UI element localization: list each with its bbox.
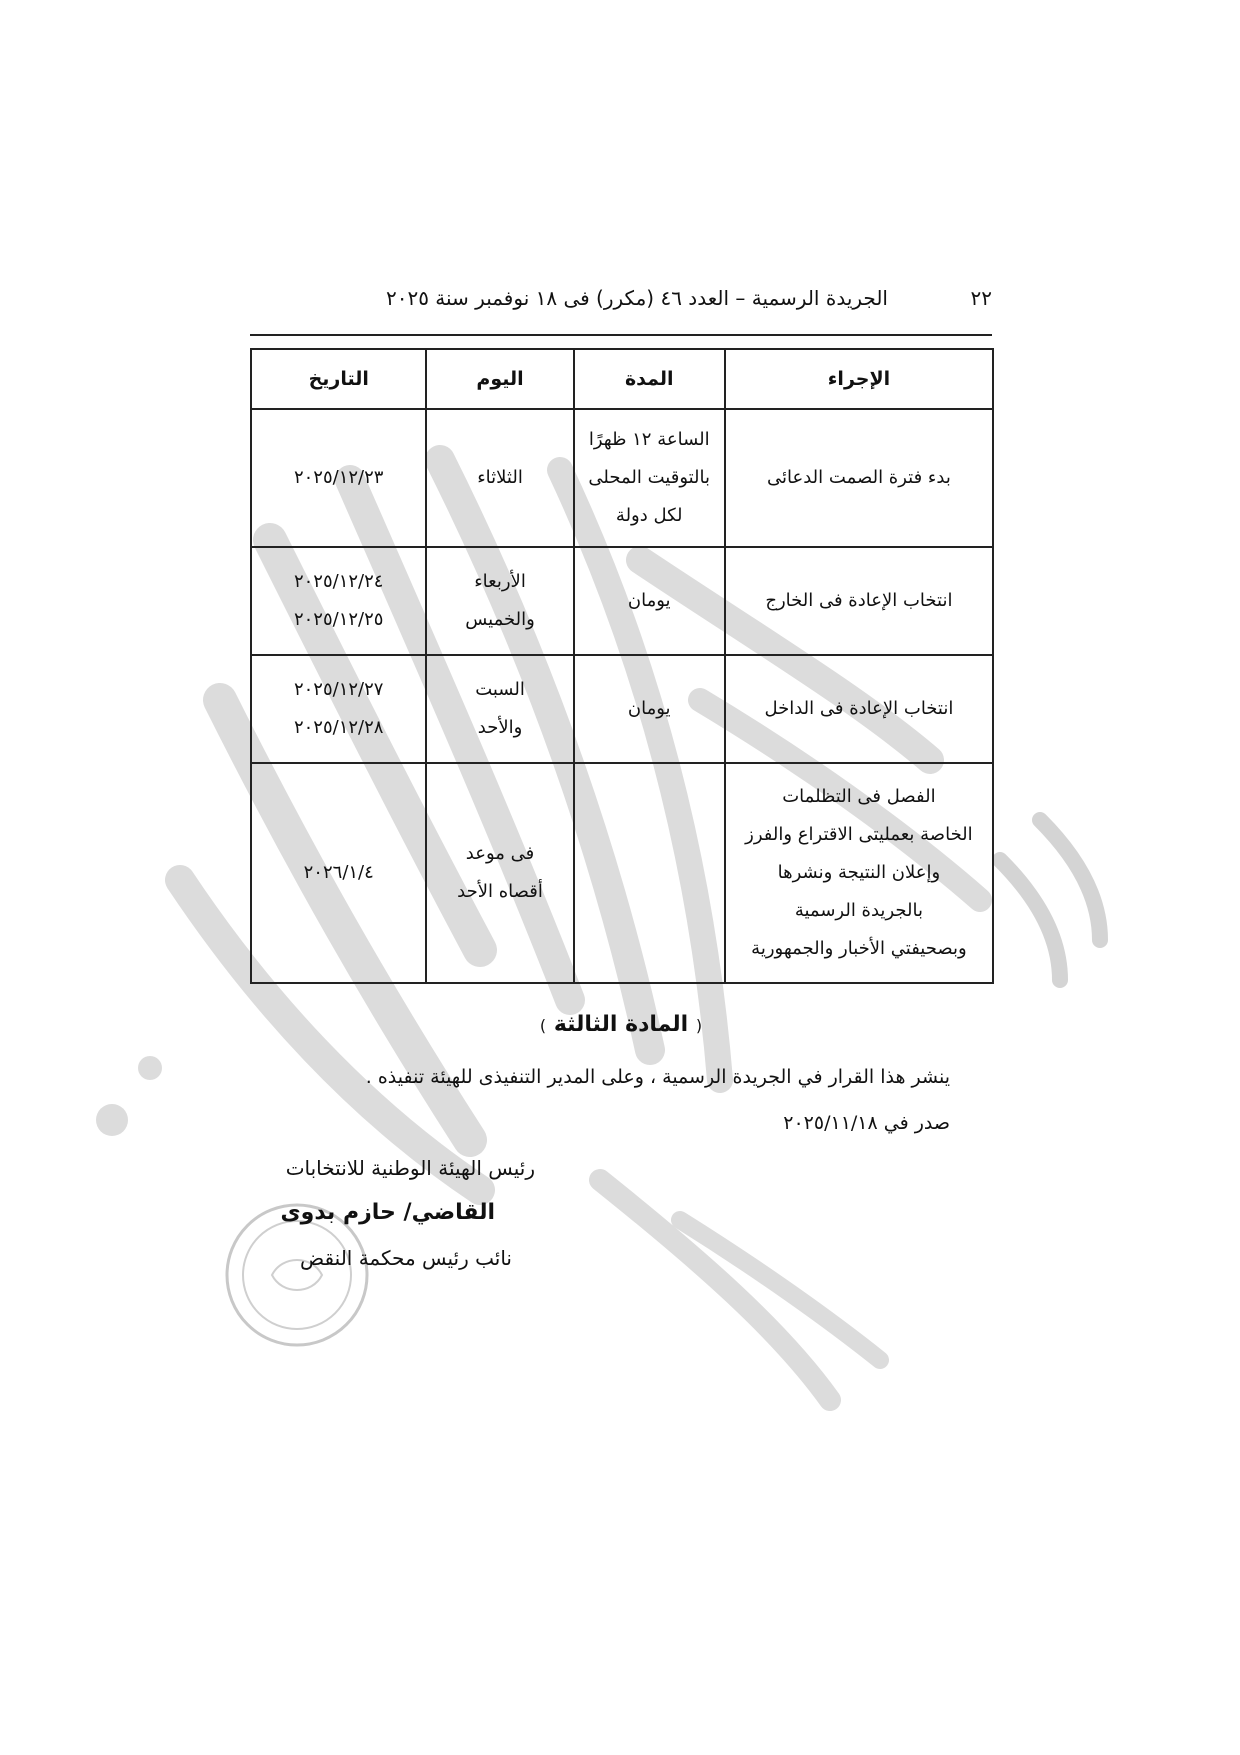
signature-role: نائب رئيس محكمة النقض xyxy=(300,1246,512,1270)
cell-day xyxy=(426,547,573,655)
cell-line: بالجريدة الرسمية xyxy=(794,900,923,921)
cell-line: انتخاب الإعادة فى الخارج xyxy=(765,590,953,611)
cell-line: الثلاثاء xyxy=(477,467,523,488)
cell-line: ٢٠٢٥/١٢/٢٧ xyxy=(293,679,384,700)
publish-clause: ينشر هذا القرار في الجريدة الرسمية ، وعلى المدير التنفيذى للهيئة تنفيذه . xyxy=(365,1066,950,1088)
table-row xyxy=(251,655,993,763)
cell-line: وبصحيفتي الأخبار والجمهورية xyxy=(751,938,967,959)
table-row xyxy=(251,409,993,547)
cell-line: ٢٠٢٦/١/٤ xyxy=(303,862,374,883)
cell-procedure xyxy=(725,409,993,547)
cell-line: الخاصة بعمليتى الاقتراع والفرز xyxy=(745,824,973,845)
cell-line: يومان xyxy=(627,590,671,611)
cell-date xyxy=(251,655,426,763)
article-paren-open: ( xyxy=(695,1016,703,1035)
header-divider xyxy=(250,334,992,336)
cell-line: ٢٠٢٥/١٢/٢٤ xyxy=(293,571,384,592)
cell-line: الفصل فى التظلمات xyxy=(782,786,936,807)
cell-line: ٢٠٢٥/١٢/٢٨ xyxy=(293,717,384,738)
cell-duration xyxy=(574,763,725,983)
cell-line: الساعة ١٢ ظهرًا xyxy=(588,429,710,450)
page-header xyxy=(250,286,992,320)
signature-name: القاضي/ حازم بدوى xyxy=(280,1200,495,1225)
cell-line: ٢٠٢٥/١٢/٢٥ xyxy=(293,609,384,630)
table-row xyxy=(251,547,993,655)
cell-duration xyxy=(574,409,725,547)
cell-duration xyxy=(574,547,725,655)
cell-procedure xyxy=(725,763,993,983)
header-duration: المدة xyxy=(574,349,725,409)
schedule-table xyxy=(250,348,994,984)
cell-line: انتخاب الإعادة فى الداخل xyxy=(764,698,954,719)
cell-line: وإعلان النتيجة ونشرها xyxy=(777,862,941,883)
cell-line: والخميس xyxy=(465,609,535,630)
page-number: ٢٢ xyxy=(970,286,992,310)
gazette-title: الجريدة الرسمية – العدد ٤٦ (مكرر) فى ١٨ نوفمبر سنة ٢٠٢٥ xyxy=(385,286,888,310)
cell-line: ٢٠٢٥/١٢/٢٣ xyxy=(293,467,384,488)
article-title: المادة الثالثة xyxy=(553,1012,689,1037)
signature-office: رئيس الهيئة الوطنية للانتخابات xyxy=(285,1156,535,1180)
cell-day xyxy=(426,763,573,983)
cell-procedure xyxy=(725,547,993,655)
cell-line: السبت xyxy=(475,679,525,700)
cell-line: فى موعد xyxy=(465,843,535,864)
cell-date xyxy=(251,547,426,655)
cell-day xyxy=(426,655,573,763)
cell-line: أقصاه الأحد xyxy=(457,881,543,902)
article-heading xyxy=(250,1012,992,1037)
issue-date: صدر في ٢٠٢٥/١١/١٨ xyxy=(783,1112,950,1134)
header-procedure: الإجراء xyxy=(725,349,993,409)
cell-line: يومان xyxy=(627,698,671,719)
cell-line: والأحد xyxy=(477,717,523,738)
cell-line: لكل دولة xyxy=(615,505,683,526)
cell-line: الأربعاء xyxy=(474,571,526,592)
table-row xyxy=(251,763,993,983)
cell-date xyxy=(251,763,426,983)
table-header-row xyxy=(251,349,993,409)
cell-line: بالتوقيت المحلى xyxy=(588,467,711,488)
cell-duration xyxy=(574,655,725,763)
cell-day xyxy=(426,409,573,547)
cell-line: بدء فترة الصمت الدعائى xyxy=(767,467,951,488)
header-date: التاريخ xyxy=(251,349,426,409)
cell-procedure xyxy=(725,655,993,763)
article-paren-close: ) xyxy=(539,1016,547,1035)
cell-date xyxy=(251,409,426,547)
header-day: اليوم xyxy=(426,349,573,409)
